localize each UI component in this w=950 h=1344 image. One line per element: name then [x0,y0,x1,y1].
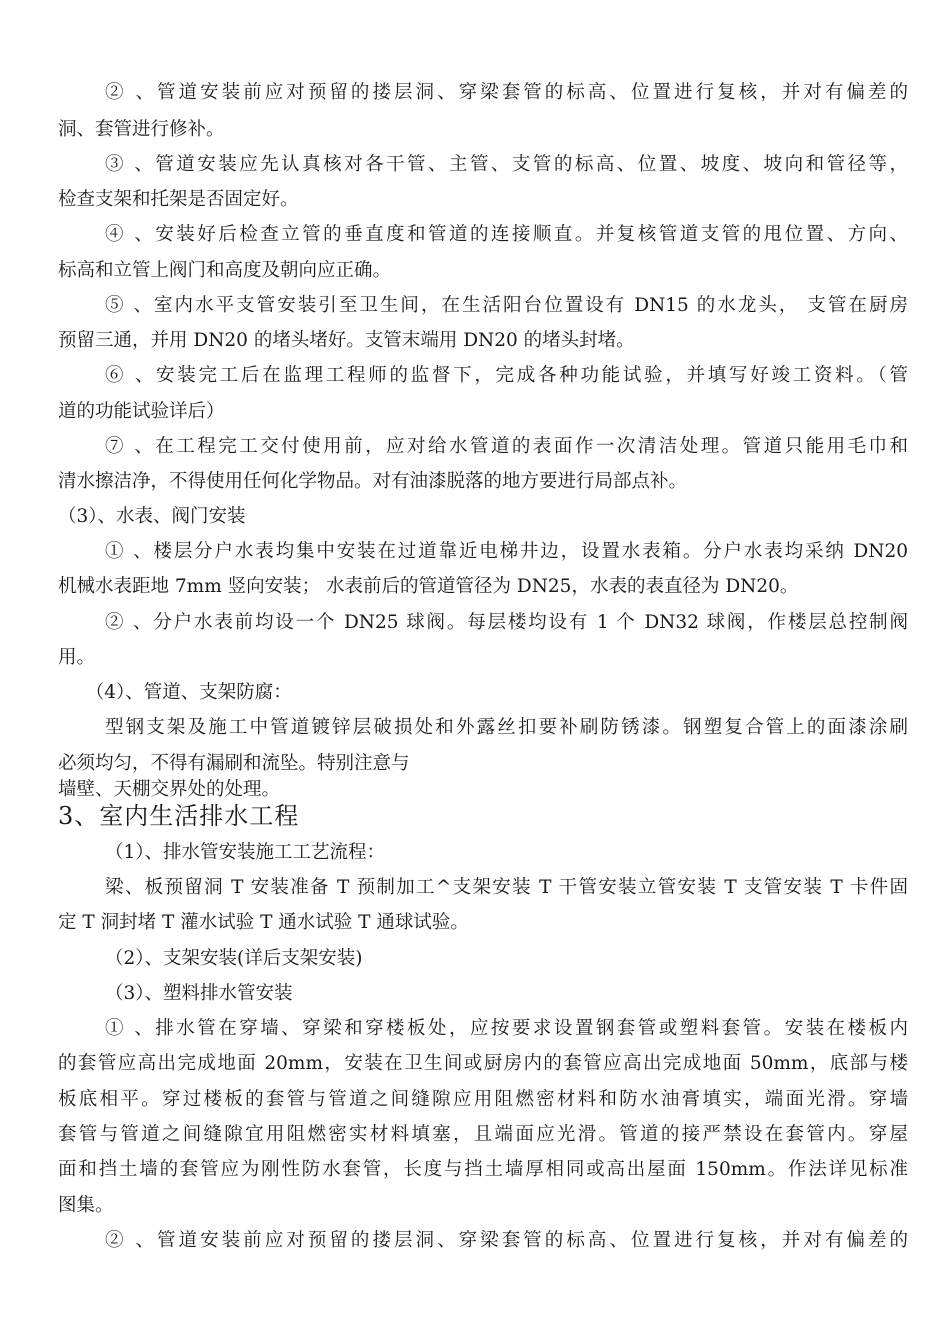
text-line: ① 、排水管在穿墙、穿梁和穿楼板处，应按要求设置钢套管或塑料套管。安装在楼板内 [105,1018,908,1039]
text-line: 梁、板预留洞 T 安装准备 T 预制加工^支架安装 T 干管安装立管安装 T 支管安装 T 卡件固 [105,877,908,898]
text-line: （2）、支架安装(详后支架安装) [105,948,363,969]
text-line: ② 、管道安装前应对预留的搂层洞、穿梁套管的标高、位置进行复核，并对有偏差的 [105,1230,908,1251]
text-line: （1）、排水管安装施工工艺流程： [105,842,386,863]
text-line: ② 、管道安装前应对预留的搂层洞、穿梁套管的标高、位置进行复核，并对有偏差的 [105,82,908,103]
text-line: 图集。 [58,1195,114,1216]
text-line: ① 、楼层分户水表均集中安装在过道靠近电梯井边，设置水表箱。分户水表均采纳 DN20 [105,541,908,562]
text-line: （3）、水表、阀门安装 [58,506,246,527]
text-line: 清水擦洁净，不得使用任何化学物品。对有油漆脱落的地方要进行局部点补。 [58,471,688,492]
text-line: 墙壁、天棚交界处的处理。 [58,779,281,800]
text-line: （3）、塑料排水管安装 [105,983,293,1004]
text-line: 预留三通，并用 DN20 的堵头堵好。支管末端用 DN20 的堵头封堵。 [58,330,635,351]
text-line: ② 、分户水表前均设一个 DN25 球阀。每层楼均设有 1 个 DN32 球阀，作楼层总控制阀 [105,612,908,633]
text-line: 检查支架和托架是否固定好。 [58,189,299,210]
text-line: ④ 、安装好后检查立管的垂直度和管道的连接顺直。并复核管道支管的甩位置、方向、 [105,224,908,245]
text-line: 板底相平。穿过楼板的套管与管道之间缝隙应用阻燃密材料和防水油膏填实，端面光滑。穿墙 [58,1089,908,1110]
text-line: 定 T 洞封堵 T 灌水试验 T 通水试验 T 通球试验。 [58,912,469,933]
text-line: 机械水表距地 7mm 竖向安装； 水表前后的管道管径为 DN25，水表的表直径为 DN20。 [58,576,799,597]
text-line: 道的功能试验详后） [58,401,225,422]
text-line: 用。 [58,647,96,668]
text-line: 必须均匀，不得有漏刷和流坠。特别注意与 [58,753,410,774]
section-heading: 3、室内生活排水工程 [58,802,300,830]
text-line: （4）、管道、支架防腐： [58,682,292,703]
text-line: 标高和立管上阀门和高度及朝向应正确。 [58,260,392,281]
text-line: 面和挡土墙的套管应为刚性防水套管，长度与挡土墙厚相同或高出屋面 150mm。作法详见标准 [58,1159,908,1180]
text-line: ⑤ 、室内水平支管安装引至卫生间，在生活阳台位置设有 DN15 的水龙头， 支管在厨房 [105,295,908,316]
text-line: ⑥ 、安装完工后在监理工程师的监督下，完成各种功能试验，并填写好竣工资料。（管 [105,365,908,386]
text-line: ③ 、管道安装应先认真核对各干管、主管、支管的标高、位置、坡度、坡向和管径等， [105,154,908,175]
text-line: 套管与管道之间缝隙宜用阻燃密实材料填塞，且端面应光滑。管道的接严禁设在套管内。穿屋 [58,1124,908,1145]
text-line: 洞、套管进行修补。 [58,119,225,140]
text-line: ⑦ 、在工程完工交付使用前，应对给水管道的表面作一次清洁处理。管道只能用毛巾和 [105,436,908,457]
text-line: 的套管应高出完成地面 20mm，安装在卫生间或厨房内的套管应高出完成地面 50mm，底部与楼 [58,1053,908,1074]
text-line: 型钢支架及施工中管道镀锌层破损处和外露丝扣要补刷防锈漆。钢塑复合管上的面漆涂刷 [105,717,908,738]
